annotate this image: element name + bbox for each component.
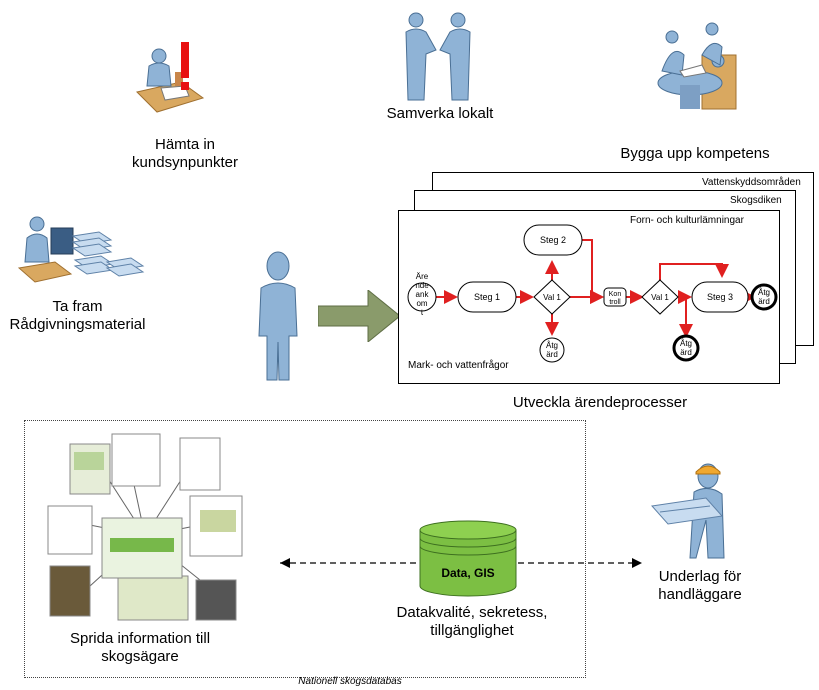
process-arrow-icon <box>318 290 402 342</box>
hamta-label: Hämta in kundsynpunkter <box>132 136 238 171</box>
underlag-label: Underlag för handläggare <box>658 568 742 603</box>
datakvalite-label: Datakvalité, sekretess, tillgänglighet <box>396 604 548 639</box>
nationell-label: Nationell skogsdatabas <box>298 676 402 687</box>
standing-person-icon <box>255 250 301 382</box>
bygga-label: Bygga upp kompetens <box>620 145 770 162</box>
card-middle-label: Skogsdiken <box>730 195 782 206</box>
flow-steg2-text: Steg 2 <box>539 235 567 245</box>
flow-kontroll-text: Kon troll <box>608 291 622 306</box>
tafram-label: Ta fram Rådgivningsmaterial <box>9 298 146 333</box>
samverka-label: Samverka lokalt <box>386 105 494 122</box>
process-flow <box>398 210 782 370</box>
information-collage-icon <box>40 426 250 626</box>
card-front-label: Forn- och kulturlämningar <box>630 215 744 226</box>
card-front-bottom-label: Mark- och vattenfrågor <box>408 360 509 371</box>
utveckla-label: Utveckla ärendeprocesser <box>512 394 688 411</box>
card-back-label: Vattenskyddsområden <box>702 177 801 188</box>
flow-val1a-text: Val 1 <box>543 293 561 302</box>
worker-with-blueprint-icon <box>650 460 740 560</box>
person-with-documents-icon <box>15 210 145 290</box>
person-at-desk-icon <box>135 42 205 114</box>
sprida-label: Sprida information till skogsägare <box>69 630 211 665</box>
handshake-icon <box>398 10 478 102</box>
flow-steg3-text: Steg 3 <box>706 292 734 302</box>
flow-arende-text: Äre nde ank om t <box>415 272 429 317</box>
meeting-table-icon <box>650 15 745 115</box>
flow-atgard2-text: Åtg ärd <box>757 288 771 306</box>
dashed-connector <box>270 548 650 578</box>
flow-val1b-text: Val 1 <box>651 293 669 302</box>
flow-atgard3-text: Åtg ärd <box>679 339 693 357</box>
flow-atgard1-text: Åtg ärd <box>545 341 559 359</box>
flow-steg1-text: Steg 1 <box>473 292 501 302</box>
database-label: Data, GIS <box>441 566 495 580</box>
